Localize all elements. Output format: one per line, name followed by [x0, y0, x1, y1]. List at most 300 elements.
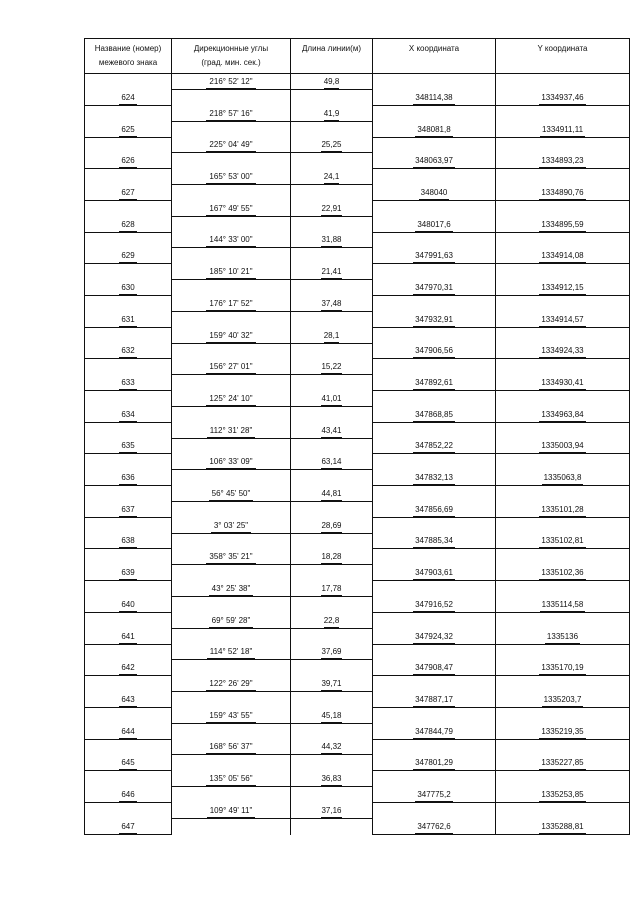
- length-cell: [290, 724, 372, 740]
- table-row-segment: [84, 137, 630, 153]
- angle-cell-value: 156° 27' 01": [206, 361, 255, 374]
- length-cell: [290, 343, 372, 359]
- y-cell: [495, 819, 630, 835]
- x-cell: [372, 248, 495, 264]
- y-cell: [495, 137, 630, 153]
- header-name: [84, 39, 171, 73]
- length-cell-value: 39,71: [321, 678, 341, 691]
- point-name: [84, 137, 171, 153]
- length-cell: [290, 312, 372, 328]
- y-cell-value: 1334912,15: [539, 282, 585, 295]
- length-cell: [290, 708, 372, 724]
- x-cell-value: 347852,22: [413, 440, 455, 453]
- y-cell: [495, 201, 630, 217]
- angle-cell-value: 176° 17' 52": [206, 298, 255, 311]
- length-cell: [290, 201, 372, 217]
- x-cell: [372, 343, 495, 359]
- angle-cell: [171, 803, 290, 819]
- x-cell: [372, 359, 495, 375]
- point-name: [84, 597, 171, 613]
- angle-cell: [171, 692, 290, 708]
- header-angles-line1: Дирекционные углы: [193, 44, 269, 53]
- angle-cell: [171, 264, 290, 280]
- x-cell: [372, 232, 495, 248]
- length-cell: [290, 375, 372, 391]
- x-cell: [372, 90, 495, 106]
- length-cell: [290, 90, 372, 106]
- point-name: [84, 803, 171, 819]
- y-cell: [495, 787, 630, 803]
- point-name-value: 628: [119, 219, 136, 232]
- header-length: Длина линии(м): [290, 39, 372, 73]
- y-cell: [495, 312, 630, 328]
- x-cell: [372, 470, 495, 486]
- point-name-value: 627: [119, 187, 136, 200]
- table-row-segment: [84, 676, 630, 692]
- table-row-point: [84, 343, 630, 359]
- x-cell-value: 347903,61: [413, 567, 455, 580]
- point-name: [84, 771, 171, 787]
- length-cell: [290, 486, 372, 502]
- length-cell: [290, 739, 372, 755]
- point-name: [84, 739, 171, 755]
- table-row-point: [84, 407, 630, 423]
- angle-cell: [171, 660, 290, 676]
- angle-cell: [171, 676, 290, 692]
- length-cell-value: 36,83: [321, 773, 341, 786]
- table-row-segment: [84, 232, 630, 248]
- x-cell: [372, 533, 495, 549]
- point-name: [84, 486, 171, 502]
- length-cell: [290, 470, 372, 486]
- point-name-value: 624: [119, 92, 136, 105]
- point-name-value: 639: [119, 567, 136, 580]
- table-row-segment: [84, 391, 630, 407]
- table-row-segment: [84, 454, 630, 470]
- point-name: [84, 312, 171, 328]
- table-row-point: [84, 185, 630, 201]
- y-cell-value: 1334893,23: [539, 155, 585, 168]
- y-cell: [495, 629, 630, 645]
- y-cell-value: 1335102,81: [539, 535, 585, 548]
- length-cell-value: 24,1: [324, 171, 340, 184]
- x-cell: [372, 391, 495, 407]
- length-cell-value: 63,14: [321, 456, 341, 469]
- angle-cell-value: 106° 33' 09": [206, 456, 255, 469]
- x-cell-value: 347832,13: [413, 472, 455, 485]
- y-cell: [495, 644, 630, 660]
- point-name-value: 641: [119, 631, 136, 644]
- angle-cell: [171, 280, 290, 296]
- point-name: [84, 565, 171, 581]
- length-cell-value: 18,28: [321, 551, 341, 564]
- table-row-segment: [84, 739, 630, 755]
- length-cell: [290, 248, 372, 264]
- point-name: [84, 328, 171, 344]
- length-cell: [290, 613, 372, 629]
- x-cell: [372, 438, 495, 454]
- x-cell: [372, 724, 495, 740]
- point-name: [84, 581, 171, 597]
- y-cell-value: 1335227,85: [539, 757, 585, 770]
- x-cell: [372, 581, 495, 597]
- point-name: [84, 232, 171, 248]
- angle-cell-value: 225° 04' 49": [206, 139, 255, 152]
- length-cell-value: 41,01: [321, 393, 341, 406]
- y-cell: [495, 454, 630, 470]
- x-cell: [372, 423, 495, 439]
- point-name-value: 629: [119, 250, 136, 263]
- point-name: [84, 153, 171, 169]
- y-cell: [495, 438, 630, 454]
- angle-cell: [171, 90, 290, 106]
- y-cell: [495, 581, 630, 597]
- y-cell-value: 1335136: [545, 631, 580, 644]
- table-row-point: [84, 755, 630, 771]
- angle-cell: [171, 755, 290, 771]
- header-angles: [171, 39, 290, 73]
- angle-cell-value: 144° 33' 00": [206, 234, 255, 247]
- y-cell: [495, 106, 630, 122]
- length-cell: [290, 819, 372, 835]
- table-row-segment: [84, 771, 630, 787]
- x-cell-value: 347887,17: [413, 694, 455, 707]
- y-cell: [495, 74, 630, 90]
- angle-cell-value: 135° 05' 56": [206, 773, 255, 786]
- point-name: [84, 438, 171, 454]
- point-name: [84, 676, 171, 692]
- x-cell: [372, 169, 495, 185]
- y-cell: [495, 280, 630, 296]
- length-cell: [290, 518, 372, 534]
- angle-cell: [171, 232, 290, 248]
- header-y: Y координата: [495, 39, 630, 73]
- table-row-segment: [84, 803, 630, 819]
- length-cell-value: 45,18: [321, 710, 341, 723]
- table-row-point: [84, 565, 630, 581]
- length-cell: [290, 169, 372, 185]
- table-row-point: [84, 438, 630, 454]
- angle-cell: [171, 644, 290, 660]
- x-cell: [372, 122, 495, 138]
- length-cell: [290, 771, 372, 787]
- table-row-point: [84, 153, 630, 169]
- length-cell: [290, 296, 372, 312]
- table-row-point: [84, 280, 630, 296]
- point-name: [84, 217, 171, 233]
- point-name-value: 636: [119, 472, 136, 485]
- length-cell-value: 28,69: [321, 520, 341, 533]
- table-row-segment: [84, 486, 630, 502]
- point-name-value: 640: [119, 599, 136, 612]
- table-row-segment: [84, 106, 630, 122]
- angle-cell: [171, 407, 290, 423]
- length-cell-value: 41,9: [324, 108, 340, 121]
- length-cell: [290, 137, 372, 153]
- angle-cell: [171, 739, 290, 755]
- point-name-value: 646: [119, 789, 136, 802]
- y-cell-value: 1335101,28: [539, 504, 585, 517]
- angle-cell-value: 69° 59' 28": [209, 615, 254, 628]
- y-cell-value: 1335253,85: [539, 789, 585, 802]
- x-cell: [372, 660, 495, 676]
- angle-cell: [171, 359, 290, 375]
- table-row-point: [84, 470, 630, 486]
- table-row-segment: [84, 201, 630, 217]
- angle-cell-value: 168° 56' 37": [206, 741, 255, 754]
- y-cell-value: 1334914,57: [539, 314, 585, 327]
- y-cell: [495, 90, 630, 106]
- table-row-segment: [84, 74, 630, 90]
- x-cell-value: 347924,32: [413, 631, 455, 644]
- table-row-point: [84, 660, 630, 676]
- angle-cell: [171, 597, 290, 613]
- header-name-line2: межевого знака: [98, 58, 158, 67]
- y-cell: [495, 803, 630, 819]
- length-cell-value: 49,8: [324, 76, 340, 89]
- point-name: [84, 502, 171, 518]
- table-row-point: [84, 533, 630, 549]
- y-cell: [495, 328, 630, 344]
- point-name: [84, 391, 171, 407]
- length-cell: [290, 502, 372, 518]
- table-row-point: [84, 502, 630, 518]
- length-cell-value: 37,16: [321, 805, 341, 818]
- y-cell: [495, 343, 630, 359]
- y-cell: [495, 613, 630, 629]
- angle-cell-value: 114° 52' 18": [207, 646, 256, 659]
- table-row-point: [84, 375, 630, 391]
- angle-cell: [171, 518, 290, 534]
- angle-cell-value: 216° 52' 12": [206, 76, 255, 89]
- point-name: [84, 169, 171, 185]
- table-row-point: [84, 90, 630, 106]
- length-cell-value: 44,32: [321, 741, 341, 754]
- x-cell-value: 347932,91: [413, 314, 455, 327]
- point-name: [84, 248, 171, 264]
- y-cell: [495, 771, 630, 787]
- length-cell: [290, 533, 372, 549]
- x-cell: [372, 597, 495, 613]
- point-name: [84, 755, 171, 771]
- length-cell: [290, 122, 372, 138]
- point-name: [84, 708, 171, 724]
- x-cell-value: 348017,6: [415, 219, 452, 232]
- x-cell: [372, 375, 495, 391]
- x-cell: [372, 137, 495, 153]
- y-cell: [495, 185, 630, 201]
- angle-cell: [171, 201, 290, 217]
- y-cell-value: 1334930,41: [539, 377, 585, 390]
- length-cell: [290, 407, 372, 423]
- table-row-point: [84, 248, 630, 264]
- x-cell: [372, 201, 495, 217]
- length-cell-value: 28,1: [324, 330, 340, 343]
- x-cell-value: 347991,63: [413, 250, 455, 263]
- table-row-segment: [84, 296, 630, 312]
- table-row-segment: [84, 264, 630, 280]
- angle-cell: [171, 185, 290, 201]
- angle-cell: [171, 470, 290, 486]
- x-cell: [372, 565, 495, 581]
- point-name-value: 625: [119, 124, 136, 137]
- x-cell: [372, 739, 495, 755]
- y-cell: [495, 597, 630, 613]
- x-cell: [372, 486, 495, 502]
- point-name: [84, 470, 171, 486]
- table-row-point: [84, 597, 630, 613]
- angle-cell: [171, 724, 290, 740]
- angle-cell: [171, 217, 290, 233]
- angle-cell: [171, 787, 290, 803]
- length-cell: [290, 106, 372, 122]
- length-cell: [290, 660, 372, 676]
- y-cell: [495, 153, 630, 169]
- point-name: [84, 375, 171, 391]
- length-cell: [290, 803, 372, 819]
- x-cell: [372, 518, 495, 534]
- angle-cell: [171, 391, 290, 407]
- y-cell-value: 1334914,08: [539, 250, 585, 263]
- length-cell: [290, 676, 372, 692]
- point-name-value: 645: [119, 757, 136, 770]
- y-cell: [495, 359, 630, 375]
- point-name-value: 632: [119, 345, 136, 358]
- x-cell: [372, 296, 495, 312]
- angle-cell: [171, 565, 290, 581]
- angle-cell-value: 167° 49' 55": [206, 203, 255, 216]
- point-name-value: 634: [119, 409, 136, 422]
- angle-cell: [171, 248, 290, 264]
- length-cell: [290, 217, 372, 233]
- y-cell: [495, 676, 630, 692]
- length-cell: [290, 153, 372, 169]
- length-cell: [290, 565, 372, 581]
- length-cell-value: 37,69: [321, 646, 341, 659]
- length-cell-value: 22,91: [321, 203, 341, 216]
- point-name: [84, 264, 171, 280]
- point-name: [84, 692, 171, 708]
- point-name: [84, 359, 171, 375]
- y-cell: [495, 533, 630, 549]
- x-cell-value: 347970,31: [413, 282, 455, 295]
- x-cell-value: 347892,61: [413, 377, 455, 390]
- y-cell: [495, 470, 630, 486]
- angle-cell: [171, 169, 290, 185]
- point-name-value: 633: [119, 377, 136, 390]
- angle-cell-value: 218° 57' 16": [206, 108, 255, 121]
- y-cell-value: 1335203,7: [542, 694, 584, 707]
- point-name-value: 626: [119, 155, 136, 168]
- table-row-point: [84, 217, 630, 233]
- point-name: [84, 407, 171, 423]
- x-cell: [372, 454, 495, 470]
- x-cell: [372, 185, 495, 201]
- x-cell: [372, 502, 495, 518]
- x-cell: [372, 217, 495, 233]
- y-cell-value: 1335170,19: [539, 662, 585, 675]
- angle-cell: [171, 819, 290, 835]
- length-cell: [290, 391, 372, 407]
- table-row-point: [84, 787, 630, 803]
- y-cell-value: 1335288,81: [539, 821, 585, 834]
- angle-cell: [171, 375, 290, 391]
- point-name: [84, 280, 171, 296]
- table-row-segment: [84, 518, 630, 534]
- header-name-line1: Название (номер): [94, 44, 162, 53]
- x-cell-value: 347885,34: [413, 535, 455, 548]
- angle-cell: [171, 122, 290, 138]
- x-cell-value: 347762,6: [415, 821, 452, 834]
- table-row-point: [84, 629, 630, 645]
- point-name: [84, 819, 171, 835]
- length-cell-value: 31,88: [321, 234, 341, 247]
- point-name-value: 630: [119, 282, 136, 295]
- angle-cell: [171, 296, 290, 312]
- x-cell: [372, 676, 495, 692]
- y-cell: [495, 518, 630, 534]
- table-row-segment: [84, 549, 630, 565]
- length-cell: [290, 328, 372, 344]
- length-cell: [290, 581, 372, 597]
- angle-cell: [171, 423, 290, 439]
- x-cell-value: 347775,2: [415, 789, 452, 802]
- angle-cell: [171, 629, 290, 645]
- point-name: [84, 549, 171, 565]
- point-name-value: 635: [119, 440, 136, 453]
- y-cell: [495, 407, 630, 423]
- point-name: [84, 201, 171, 217]
- angle-cell: [171, 74, 290, 90]
- table-row-segment: [84, 423, 630, 439]
- y-cell: [495, 391, 630, 407]
- x-cell-value: 347844,79: [413, 726, 455, 739]
- y-cell-value: 1335003,94: [539, 440, 585, 453]
- point-name: [84, 629, 171, 645]
- y-cell-value: 1335063,8: [542, 472, 584, 485]
- angle-cell: [171, 438, 290, 454]
- point-name-value: 637: [119, 504, 136, 517]
- y-cell-value: 1335102,36: [539, 567, 585, 580]
- point-name-value: 643: [119, 694, 136, 707]
- angle-cell: [171, 106, 290, 122]
- point-name: [84, 518, 171, 534]
- angle-cell-value: 125° 24' 10": [206, 393, 255, 406]
- length-cell: [290, 74, 372, 90]
- length-cell: [290, 438, 372, 454]
- y-cell-value: 1334911,11: [540, 124, 585, 137]
- length-cell: [290, 692, 372, 708]
- angle-cell-value: 3° 03' 25": [211, 520, 251, 533]
- point-name: [84, 660, 171, 676]
- length-cell: [290, 232, 372, 248]
- table-body: [84, 74, 630, 835]
- table-row-point: [84, 312, 630, 328]
- point-name: [84, 343, 171, 359]
- point-name: [84, 454, 171, 470]
- y-cell: [495, 264, 630, 280]
- length-cell: [290, 454, 372, 470]
- y-cell: [495, 122, 630, 138]
- angle-cell: [171, 454, 290, 470]
- angle-cell-value: 159° 40' 32": [206, 330, 255, 343]
- table-row-point: [84, 692, 630, 708]
- y-cell: [495, 692, 630, 708]
- length-cell-value: 15,22: [321, 361, 341, 374]
- x-cell: [372, 407, 495, 423]
- y-cell: [495, 739, 630, 755]
- point-name-value: 647: [119, 821, 136, 834]
